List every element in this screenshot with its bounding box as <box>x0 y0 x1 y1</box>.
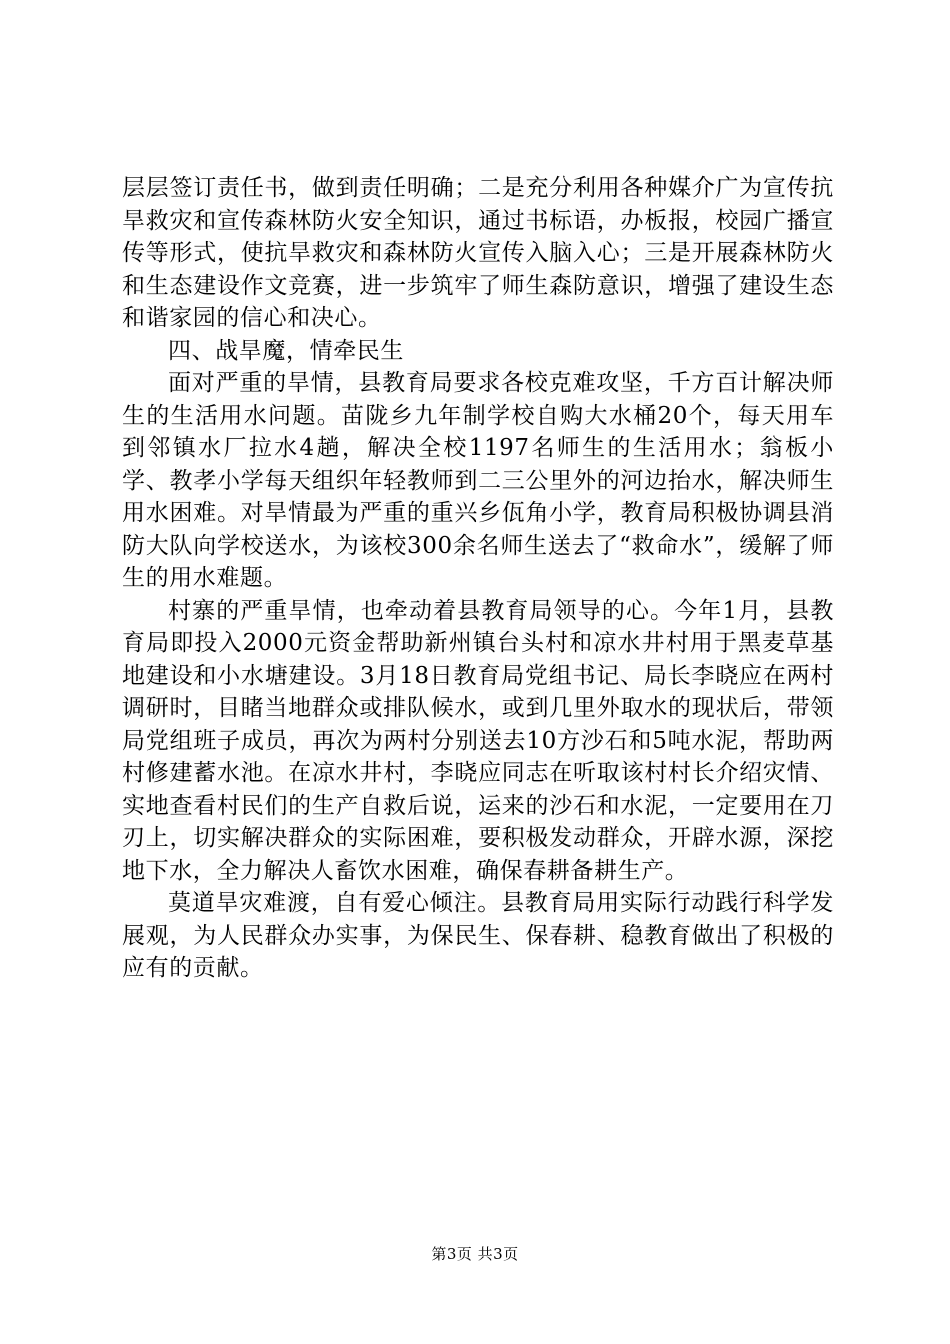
paragraph-water-supply: 面对严重的旱情，县教育局要求各校克难攻坚，千方百计解决师生的生活用水问题。苗陇乡九年制学校自购大水桶20个，每天用车到邻镇水厂拉水4趟，解决全校1197名师生的生活用水；翁板小学、教孝小学每天组织年轻教师到二三公里外的河边抬水，解决师生用水困难。对旱情最为严重的重兴乡佤角小学，教育局积极协调县消防大队向学校送水，为该校300余名师生送去了“救命水”，缓解了师生的用水难题。 <box>122 370 834 591</box>
section-heading: 四、战旱魔，情牵民生 <box>168 337 404 364</box>
paragraph-conclusion: 莫道旱灾难渡，自有爱心倾注。县教育局用实际行动践行科学发展观，为人民群众办实事，为保民生、保春耕、稳教育做出了积极的应有的贡献。 <box>122 890 834 981</box>
paragraph-village-drought: 村寨的严重旱情，也牵动着县教育局领导的心。今年1月，县教育局即投入2000元资金帮助新州镇台头村和凉水井村用于黑麦草基地建设和小水塘建设。3月18日教育局党组书记、局长李晓应在两村调研时，目睹当地群众或排队候水，或到几里外取水的现状后，带领局党组班子成员，再次为两村分别送去10方沙石和5吨水泥，帮助两村修建蓄水池。在凉水井村，李晓应同志在听取该村村长介绍灾情、实地查看村民们的生产自救后说，运来的沙石和水泥，一定要用在刀刃上，切实解决群众的实际困难，要积极发动群众，开辟水源，深挖地下水，全力解决人畜饮水困难，确保春耕备耕生产。 <box>122 597 834 884</box>
document-body <box>122 172 834 985</box>
page-footer: 第3页 共3页 <box>431 1245 519 1263</box>
paragraph-continuation: 层层签订责任书，做到责任明确；二是充分利用各种媒介广为宣传抗旱救灾和宣传森林防火安全知识，通过书标语，办板报，校园广播宣传等形式，使抗旱救灾和森林防火宣传入脑入心；三是开展森林防火和生态建设作文竞赛，进一步筑牢了师生森防意识，增强了建设生态和谐家园的信心和决心。 <box>122 175 834 331</box>
